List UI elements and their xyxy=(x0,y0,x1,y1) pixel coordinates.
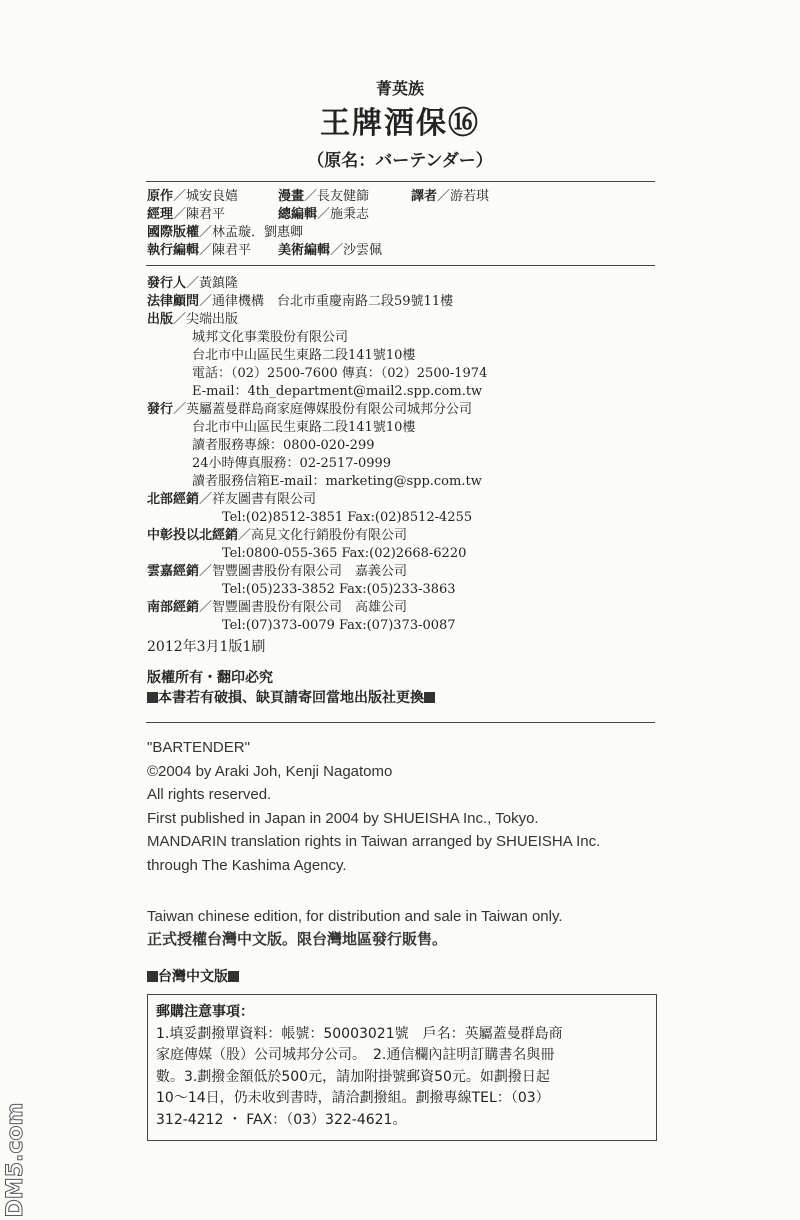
publish-line: 電話：（02）2500-7600 傳真：（02）2500-1974 xyxy=(192,366,488,381)
publish-email: E-mail：4th_department@mail2.spp.com.tw xyxy=(192,384,483,399)
copyright-line: through The Kashima Agency. xyxy=(147,856,347,874)
credit-author: 原作／城安良嬉 xyxy=(147,189,239,204)
legal-row: 法律顧問／通律機構 台北市重慶南路二段59號11樓 xyxy=(147,294,454,309)
taiwan-line-en: Taiwan chinese edition, for distribution and sale in Taiwan only. xyxy=(147,908,563,925)
mail-order-line: 1.填妥劃撥單資料：帳號：50003021號 戶名：英屬蓋曼群島商 xyxy=(156,1025,563,1042)
dealer-row: 中彰投以北經銷／高見文化行銷股份有限公司 xyxy=(147,528,408,543)
credit-artist: 漫畫／長友健篩 xyxy=(278,189,370,204)
credit-exec-editor: 執行編輯／陳君平 xyxy=(147,243,252,258)
edition-label: 台灣中文版 xyxy=(147,966,239,986)
copyright-line: All rights reserved. xyxy=(147,786,272,803)
copyright-line: "BARTENDER" xyxy=(147,739,250,756)
copyright-line: ©2004 by Araki Joh, Kenji Nagatomo xyxy=(147,762,393,780)
dealer-row: 雲嘉經銷／智豐圖書股份有限公司 嘉義公司 xyxy=(147,564,408,579)
credit-chief-editor: 總編輯／施秉志 xyxy=(278,207,370,222)
square-bullet-icon xyxy=(147,692,158,703)
watermark-logo xyxy=(3,1102,38,1218)
mail-order-line: 10～14日，仍未收到書時，請洽劃撥組。劃撥專線TEL：（03） xyxy=(156,1090,550,1106)
publisher-info xyxy=(147,275,667,635)
divider xyxy=(146,265,655,266)
divider xyxy=(146,722,655,723)
publish-row: 出版／尖端出版 xyxy=(147,312,239,327)
credit-intl-rights: 國際版權／林孟璇．劉惠卿 xyxy=(147,225,304,240)
book-title: 王牌酒保⑯ xyxy=(320,106,480,141)
distribute-email: 讀者服務信箱E-mail：marketing@spp.com.tw xyxy=(192,474,482,489)
distribute-row: 發行／英屬蓋曼群島商家庭傳媒股份有限公司城邦分公司 xyxy=(147,402,473,417)
edition-date: 2012年3月1版1刷 xyxy=(147,639,266,655)
original-title: （原名：バーテンダー） xyxy=(307,151,493,171)
rights-notice xyxy=(147,668,435,708)
mail-order-line: 312-4212 ・ FAX：（03）322-4621。 xyxy=(156,1111,407,1128)
divider xyxy=(146,181,655,182)
distribute-line: 台北市中山區民生東路二段141號10樓 xyxy=(192,420,416,435)
dealer-row: 北部經銷／祥友圖書有限公司 xyxy=(147,492,317,507)
square-bullet-icon xyxy=(424,692,435,703)
dealer-contact: Tel:(05)233-3852 Fax:(05)233-3863 xyxy=(222,582,456,597)
taiwan-line-zh: 正式授權台灣中文版。限台灣地區發行販售。 xyxy=(147,930,448,948)
credit-manager: 經理／陳君平 xyxy=(147,207,226,222)
credit-translator: 譯者／游若琪 xyxy=(411,189,490,204)
rights-line: 版權所有・翻印必究 xyxy=(147,670,273,686)
mail-order-line: 家庭傳媒（股）公司城邦分公司。 2.通信欄內註明訂購書名與冊 xyxy=(156,1047,555,1063)
issuer-row: 發行人／黃鎮隆 xyxy=(147,276,239,291)
dealer-contact: Tel:(02)8512-3851 Fax:(02)8512-4255 xyxy=(222,510,473,525)
square-bullet-icon xyxy=(147,971,158,982)
distribute-line: 24小時傳真服務：02-2517-0999 xyxy=(192,456,392,471)
taiwan-edition-notice xyxy=(147,906,563,951)
publish-line: 台北市中山區民生東路二段141號10樓 xyxy=(192,348,416,363)
series-name: 菁英族 xyxy=(375,79,424,98)
watermark-text: DM5.com xyxy=(3,1102,28,1218)
mail-order-line: 數。3.劃撥金額低於500元，請加附掛號郵資50元。如劃撥日起 xyxy=(156,1068,550,1085)
copyright-line: First published in Japan in 2004 by SHUEISHA Inc., Tokyo. xyxy=(147,809,539,827)
replacement-notice: 本書若有破損、缺頁請寄回當地出版社更換 xyxy=(147,688,435,708)
credit-art-editor: 美術編輯／沙雲佩 xyxy=(278,243,383,258)
copyright-line: MANDARIN translation rights in Taiwan arranged by SHUEISHA Inc. xyxy=(147,833,601,850)
dealer-contact: Tel:(07)373-0079 Fax:(07)373-0087 xyxy=(222,618,456,633)
publish-line: 城邦文化事業股份有限公司 xyxy=(192,330,349,345)
dealer-row: 南部經銷／智豐圖書股份有限公司 高雄公司 xyxy=(147,600,408,615)
distribute-line: 讀者服務專線：0800-020-299 xyxy=(192,438,375,453)
square-bullet-icon xyxy=(228,971,239,982)
mail-order-heading: 郵購注意事項： xyxy=(156,1004,254,1020)
mail-order-box xyxy=(147,994,657,1141)
dealer-contact: Tel:0800-055-365 Fax:(02)2668-6220 xyxy=(222,546,467,561)
english-copyright xyxy=(147,736,600,877)
